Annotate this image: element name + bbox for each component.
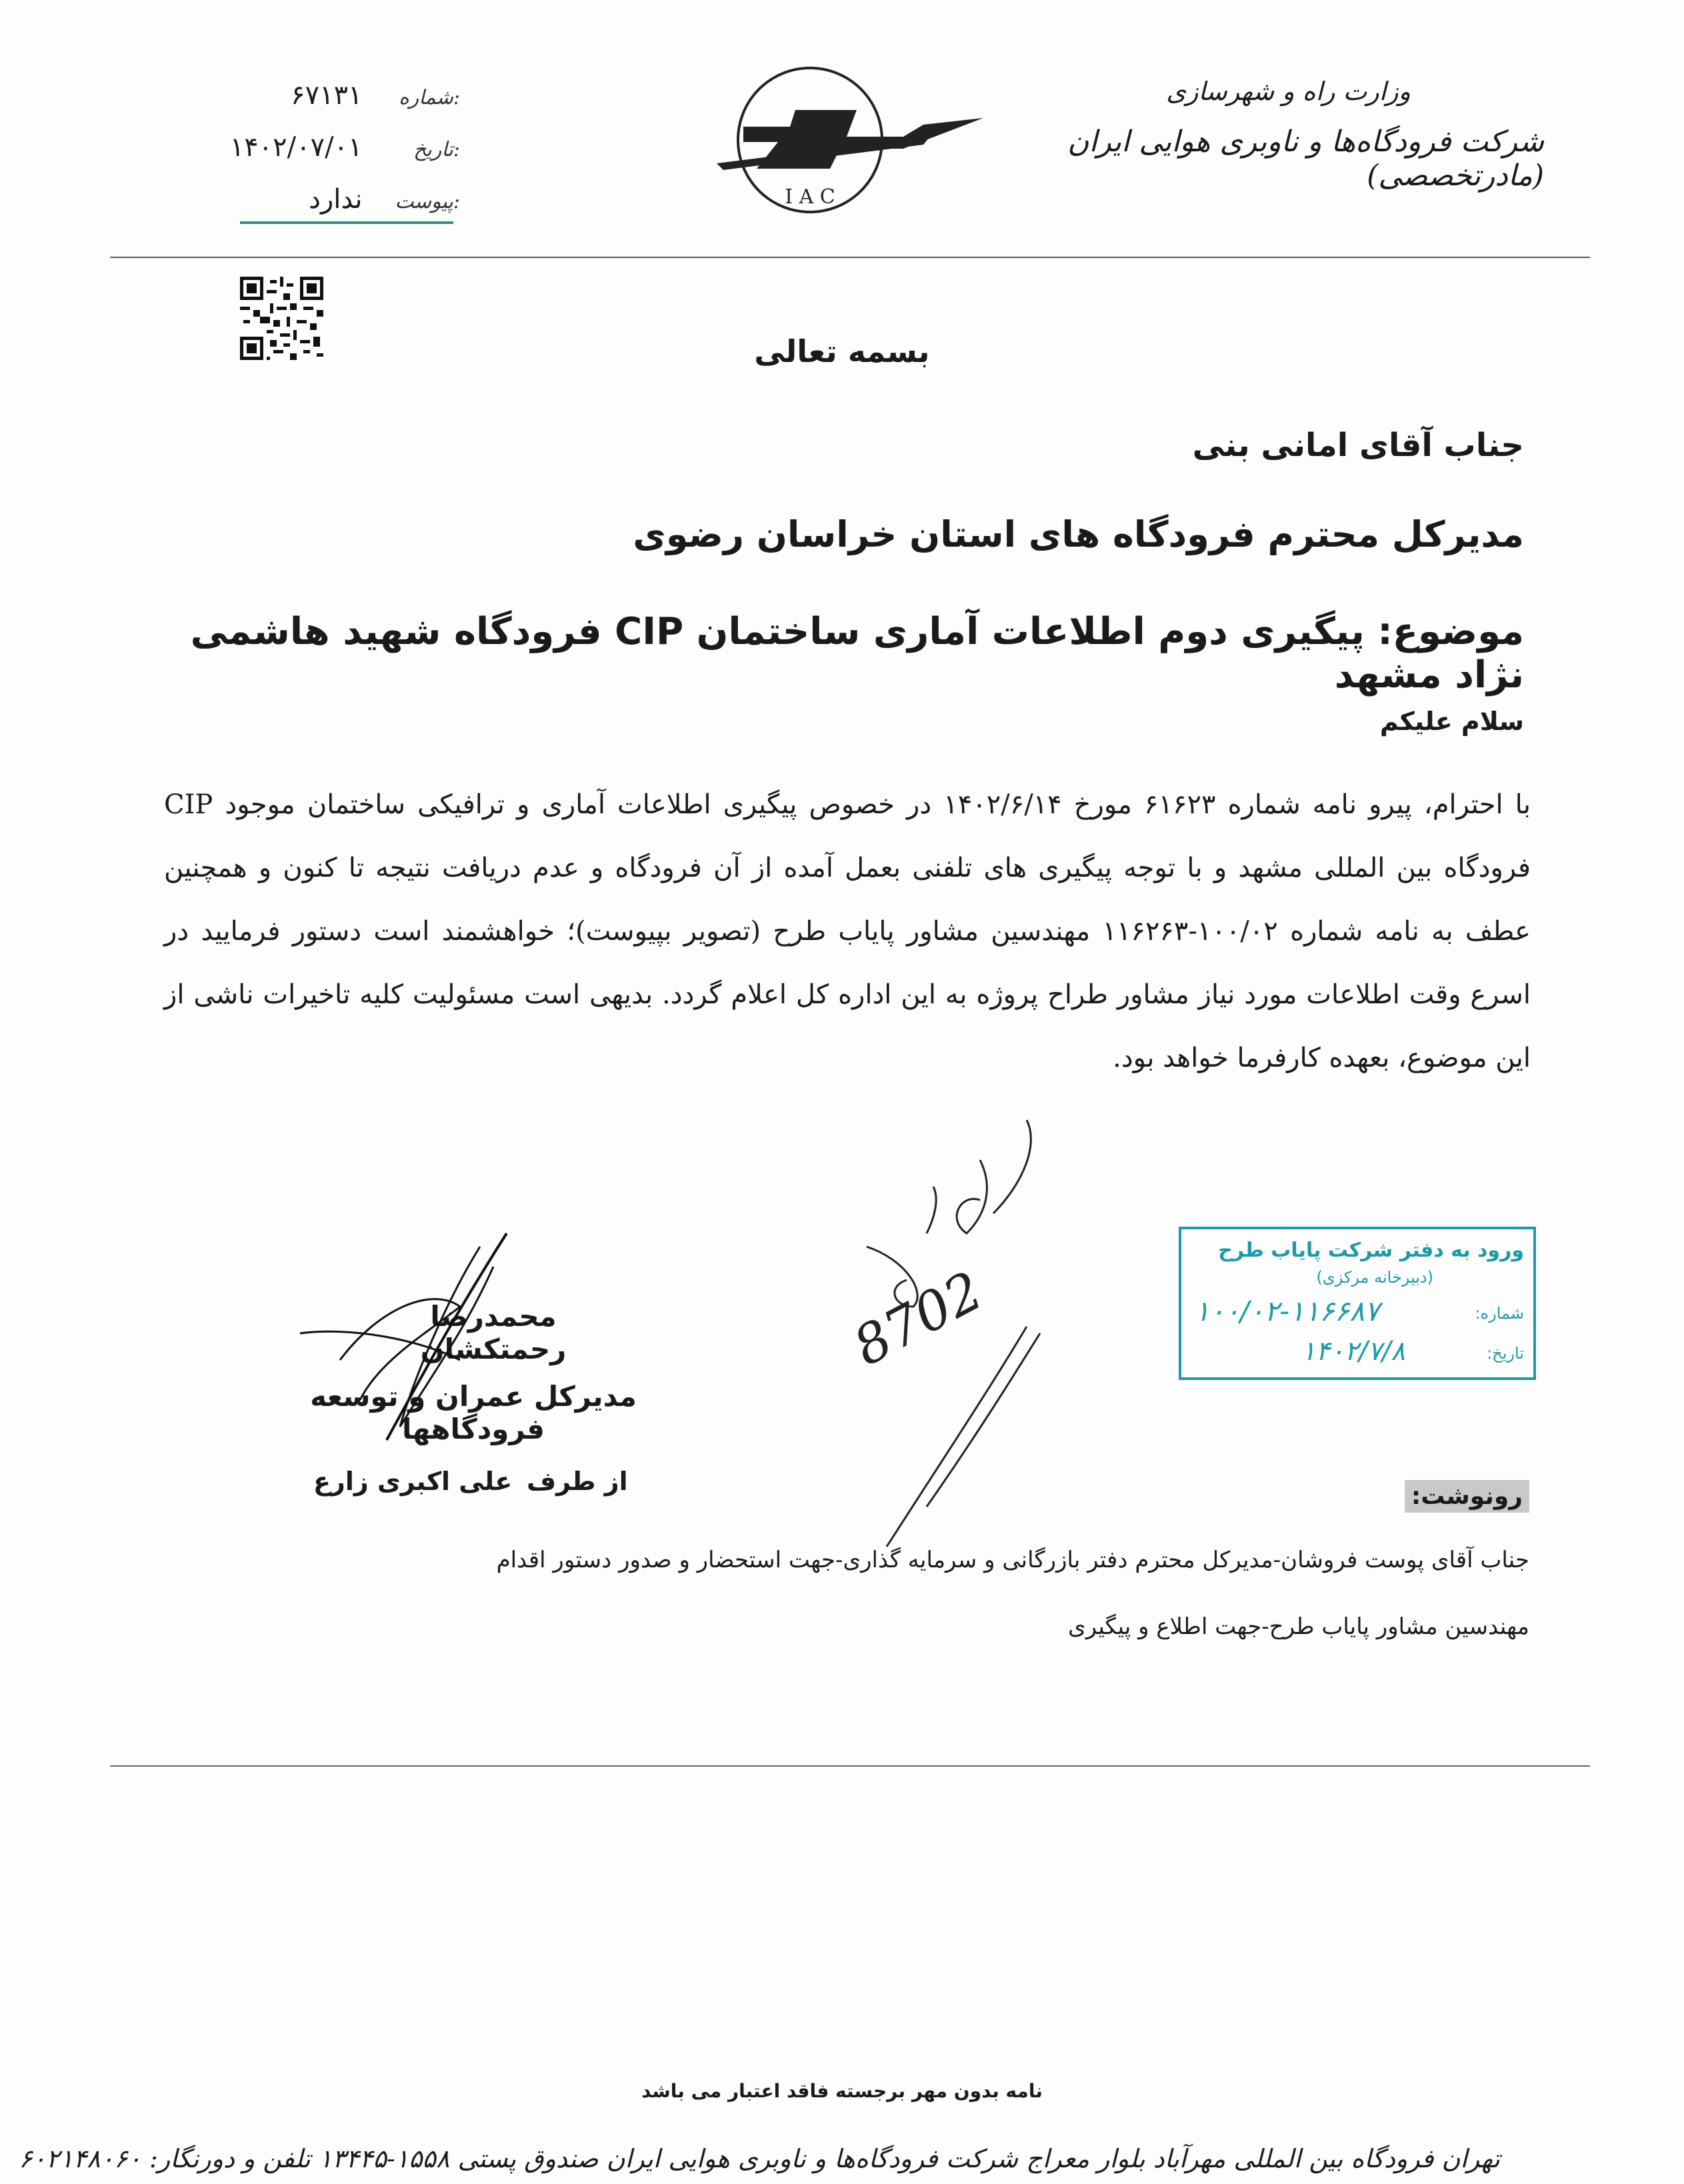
letter-subject: موضوع: پیگیری دوم اطلاعات آماری ساختمان CIP فرودگاه شهید هاشمی نژاد مشهد [190,610,1524,697]
letter-body: با احترام، پیرو نامه شماره ۶۱۶۲۳ مورخ ۱۴۰۲/۶/۱۴ در خصوص پیگیری اطلاعات آماری و ترافیکی ساختمان موجود CIP فرودگاه بین المللی مشهد و با توجه پیگیری های تلفنی بعمل آمده از آن فرودگاه و عدم دریافت نتیجه تا کنون و همچنین عطف به نامه شماره ۱۰۰/۰۲-۱۱۶۲۶۳ مهندسین مشاور پایاب طرح (تصویر بپیوست)؛ خواهشمند است دستور فرمایید در اسرع وقت اطلاعات مورد نیاز مشاور طراح پروژه به این اداره کل اعلام گردد. بدیهی است مسئولیت کلیه تاخیرات ناشی از این موضوع، بعهده کارفرما خواهد بود. [164,789,1531,1073]
stamp-number-label: شماره: [1475,1304,1524,1323]
stamp-date-label: تاریخ: [1487,1344,1524,1363]
iac-logo [703,63,983,223]
meta-attachment [220,184,460,236]
cc-recipient-2: مهندسین مشاور پایاب طرح-جهت اطلاع و پیگیری [1068,1613,1529,1640]
attachment-label: پیوست: [395,190,460,213]
bismillah-heading: بسمه تعالی [754,333,930,369]
stamp-subtitle: (دبیرخانه مرکزی) [1316,1268,1433,1287]
signature-scribble [260,1227,607,1453]
signatory-title: مدیرکل عمران و توسعه فرودگاهها [310,1380,637,1445]
number-value: ۶۷۱۳۱ [291,80,363,111]
stamp-number-value: ۱۰۰/۰۲-۱۱۶۶۸۷ [1195,1295,1380,1327]
handwritten-note [827,1107,1107,1560]
lower-divider [110,1765,1590,1767]
recipient-position: مدیرکل محترم فرودگاه های استان خراسان رضوی [633,513,1524,555]
on-behalf-name: علی اکبری زارع [313,1467,513,1496]
on-behalf-label: از طرف [527,1467,628,1496]
cc-label: رونوشت: [1405,1480,1529,1513]
ministry-name: وزارت راه و شهرسازی [1166,77,1411,106]
stamp-title: ورود به دفتر شرکت پایاب طرح [1218,1239,1524,1262]
handwritten-number: 8702 [843,1259,993,1378]
greeting: سلام علیکم [1379,707,1524,736]
organization-header [944,77,1544,193]
validity-notice: نامه بدون مهر برجسته فاقد اعتبار می باشد [641,2080,1043,2102]
received-stamp [1179,1227,1536,1380]
footer-address: تهران فرودگاه بین المللی مهرآباد بلوار معراج شرکت فرودگاه‌ها و ناوبری هوایی ایران صندوق پستی ۱۵۵۸-۱۳۴۴۵ تلفن و دورنگار: ۶۰۲۱۴۸۰۶۰ [19,2144,1500,2173]
logo-text: I A C [785,185,835,209]
meta-date [220,132,460,184]
meta-number [220,80,460,132]
cc-recipient-1: جناب آقای پوست فروشان-مدیرکل محترم دفتر بازرگانی و سرمایه گذاری-جهت استحضار و صدور دستور اقدام [496,1547,1529,1573]
attachment-underline [240,221,453,224]
number-label: شماره: [399,86,460,109]
company-name: شرکت فرودگاه‌ها و ناوبری هوایی ایران (مادرتخصصی) [1067,125,1544,193]
recipient-name: جناب آقای امانی بنی [1192,427,1524,464]
letter-meta [220,80,460,236]
date-label: تاریخ: [413,138,460,161]
attachment-value: ندارد [309,184,363,215]
date-value: ۱۴۰۲/۰۷/۰۱ [229,132,363,163]
stamp-date-value: ۱۴۰۲/۷/۸ [1301,1336,1405,1367]
signatory-name: محمدرضا رحمتکشان [420,1300,567,1365]
header-divider [110,257,1590,258]
